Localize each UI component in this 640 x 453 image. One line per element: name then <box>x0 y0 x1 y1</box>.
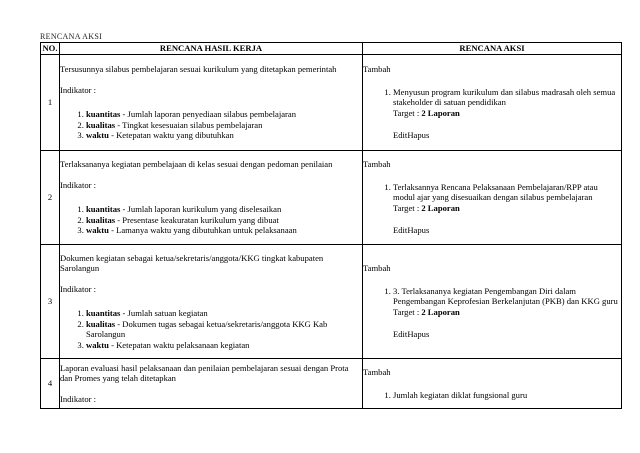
action-target: Target : 2 Laporan <box>393 306 460 317</box>
rencana-hasil-kerja-cell <box>60 359 363 409</box>
edit-hapus-links <box>393 225 621 235</box>
indicator-item <box>86 215 362 225</box>
section-caption: RENCANA AKSI <box>40 32 103 41</box>
table-row <box>41 55 622 151</box>
indicator-desc: - Jumlah satuan kegiatan <box>120 308 208 319</box>
table-row <box>41 151 622 245</box>
indicator-list <box>60 204 362 235</box>
rencana-aksi-cell <box>363 151 622 245</box>
hapus-link[interactable]: Hapus <box>407 225 430 236</box>
tambah-link[interactable]: Tambah <box>363 263 391 274</box>
action-target: Target : 2 Laporan <box>393 202 460 213</box>
action-text: 1. Terlaksannya Rencana Pelaksanaan Pembelajaran/RPP atau modul ajar yang disesuaikan dengan silabus pembelajaran <box>393 181 598 203</box>
action-target: Target : 2 Laporan <box>393 107 460 118</box>
tambah-link[interactable]: Tambah <box>363 64 391 75</box>
hapus-link[interactable]: Hapus <box>407 130 430 141</box>
indicator-item <box>86 130 362 140</box>
kerja-title: Dokumen kegiatan sebagai ketua/sekretaris/anggota/KKG tingkat kabupaten Sarolangun <box>60 253 324 274</box>
indicator-desc: - Ketepatan waktu pelaksanaan kegiatan <box>108 339 250 350</box>
indicator-desc: - Ketepatan waktu yang dibutuhkan <box>108 130 234 141</box>
action-list <box>363 390 621 400</box>
action-list <box>363 87 621 141</box>
edit-link[interactable]: Edit <box>393 130 408 141</box>
indikator-label: Indikator : <box>60 393 97 404</box>
indicator-term: waktu <box>86 225 109 236</box>
rencana-aksi-cell <box>363 55 622 151</box>
indicator-item <box>86 340 362 350</box>
indicator-list <box>60 109 362 140</box>
indicator-desc: - Lamanya waktu yang dibutuhkan untuk pelaksanaan <box>108 225 297 236</box>
hapus-link[interactable]: Hapus <box>407 329 430 340</box>
edit-link[interactable]: Edit <box>393 329 408 340</box>
indikator-label: Indikator : <box>60 84 97 95</box>
action-item <box>393 390 621 400</box>
indikator-label: Indikator : <box>60 179 97 190</box>
action-item <box>393 87 621 141</box>
rencana-hasil-kerja-cell <box>60 55 363 151</box>
indicator-item <box>86 120 362 130</box>
edit-link[interactable]: Edit <box>393 225 408 236</box>
indikator-label: Indikator : <box>60 283 97 294</box>
kerja-title: Laporan evaluasi hasil pelaksanaan dan penilaian pembelajaran sesuai dengan Prota dan Promes yang telah ditetapkan <box>60 362 349 384</box>
rencana-hasil-kerja-cell <box>60 151 363 245</box>
indicator-item <box>86 109 362 119</box>
rencana-hasil-kerja-cell <box>60 245 363 359</box>
row-number: 4 <box>41 359 60 409</box>
indicator-desc: - Jumlah laporan kurikulum yang diselesaikan <box>120 204 282 215</box>
indicator-term: kualitas <box>86 214 116 225</box>
header-rencana-hasil-kerja: RENCANA HASIL KERJA <box>60 43 363 55</box>
kerja-title: Terlaksananya kegiatan pembelajaan di kelas sesuai dengan pedoman penilaian <box>60 159 333 170</box>
action-item <box>393 182 621 236</box>
indicator-term: kuantitas <box>86 204 121 215</box>
header-rencana-aksi: RENCANA AKSI <box>363 43 622 55</box>
indicator-desc: - Dokumen tugas sebagai ketua/sekretaris/anggota KKG Kab Sarolangun <box>86 318 328 340</box>
table-row <box>41 359 622 409</box>
indicator-term: waktu <box>86 130 109 141</box>
edit-hapus-links <box>393 329 621 339</box>
action-list <box>363 182 621 236</box>
indicator-desc: - Tingkat kesesuaian silabus pembelajaran <box>115 119 263 130</box>
rencana-aksi-cell <box>363 245 622 359</box>
indicator-desc: - Jumlah laporan penyediaan silabus pembelajaran <box>120 109 297 120</box>
indicator-desc: - Presentase keakuratan kurikulum yang dibuat <box>115 214 279 225</box>
action-text: 1. 3. Terlaksananya kegiatan Pengembangan Diri dalam Pengembangan Keprofesian Berkelanjutan (PKB) dan KKG guru <box>393 285 618 307</box>
kerja-title: Tersusunnya silabus pembelajaran sesuai kurikulum yang ditetapkan pemerintah <box>60 64 337 75</box>
table-header-row <box>41 43 622 55</box>
header-no: NO. <box>42 43 58 54</box>
tambah-link[interactable]: Tambah <box>363 159 391 170</box>
indicator-item <box>86 225 362 235</box>
indicator-item <box>86 319 362 340</box>
table-row <box>41 245 622 359</box>
indicator-list <box>60 308 362 350</box>
row-number: 1 <box>41 55 60 151</box>
action-list <box>363 286 621 340</box>
action-text: 1. Menyusun program kurikulum dan silabus madrasah oleh semua stakeholder di satuan pendidikan <box>393 86 616 108</box>
row-number: 2 <box>41 151 60 245</box>
edit-hapus-links <box>393 130 621 140</box>
indicator-item <box>86 308 362 318</box>
row-number: 3 <box>41 245 60 359</box>
indicator-term: kuantitas <box>86 308 121 319</box>
action-item <box>393 286 621 340</box>
indicator-term: kualitas <box>86 318 116 329</box>
indicator-term: kuantitas <box>86 109 121 120</box>
tambah-link[interactable]: Tambah <box>363 367 391 378</box>
indicator-item <box>86 204 362 214</box>
indicator-term: kualitas <box>86 119 116 130</box>
action-text: 1. Jumlah kegiatan diklat fungsional guru <box>393 389 528 400</box>
rencana-aksi-cell <box>363 359 622 409</box>
rencana-aksi-table <box>40 42 622 409</box>
indicator-term: waktu <box>86 339 109 350</box>
